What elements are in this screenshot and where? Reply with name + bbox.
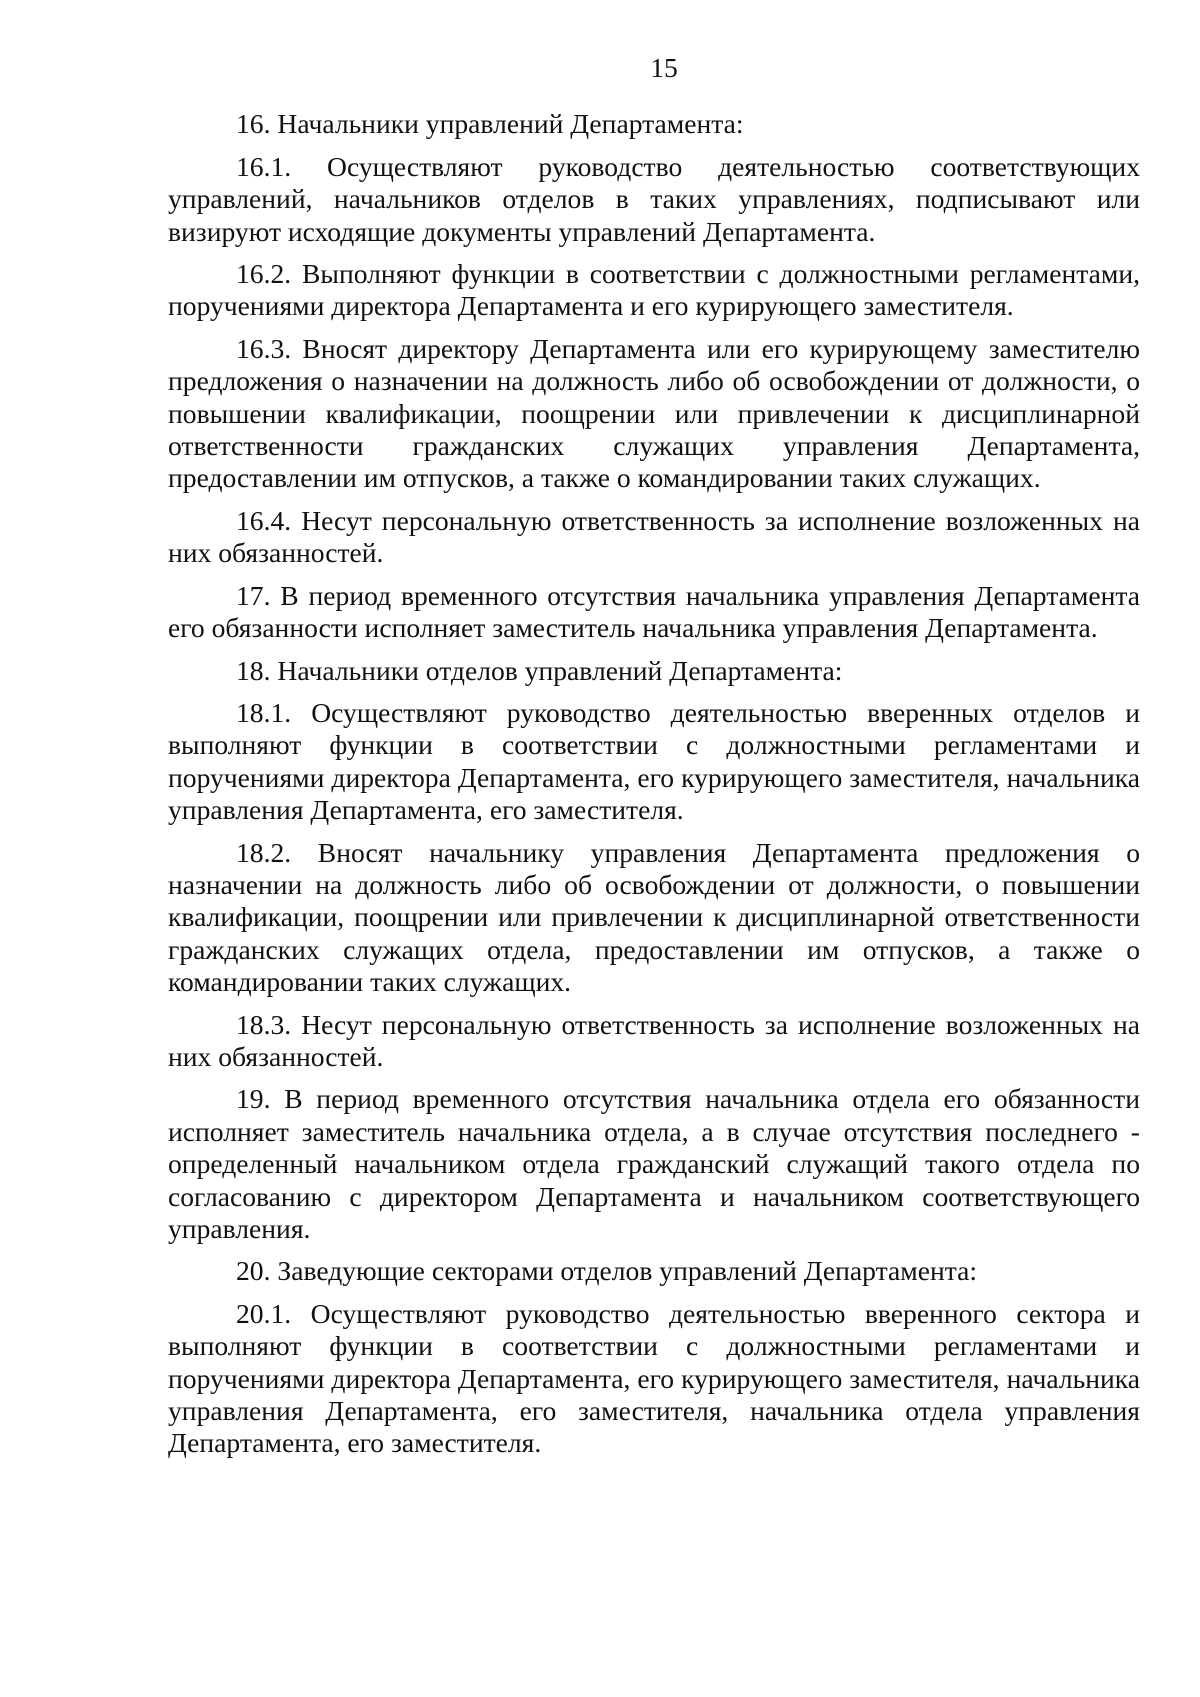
paragraph-18-2: 18.2. Вносят начальнику управления Департамента предложения о назначении на должность либо об освобождении от должности, о повышении квалификации, поощрении или привлечении к дисциплинарной ответственности гражданских служащих отдела, предоставлении им отпусков, а также о командировании таких служащих. (168, 836, 1140, 998)
paragraph-20-1: 20.1. Осуществляют руководство деятельностью вверенного сектора и выполняют функции в соответствии с должностными регламентами и поручениями директора Департамента, его курирующего заместителя, начальника управления Департамента, его заместителя, начальника отдела управления Департамента, его заместителя. (168, 1297, 1140, 1459)
paragraph-17: 17. В период временного отсутствия начальника управления Департамента его обязанности исполняет заместитель начальника управления Департамента. (168, 579, 1140, 644)
paragraph-18-1: 18.1. Осуществляют руководство деятельностью вверенных отделов и выполняют функции в соответствии с должностными регламентами и поручениями директора Департамента, его курирующего заместителя, начальника управления Департамента, его заместителя. (168, 696, 1140, 826)
paragraph-20: 20. Заведующие секторами отделов управлений Департамента: (236, 1255, 978, 1287)
paragraph-16-2: 16.2. Выполняют функции в соответствии с должностными регламентами, поручениями директора Департамента и его курирующего заместителя. (168, 258, 1140, 322)
paragraph-16-3: 16.3. Вносят директору Департамента или его курирующему заместителю предложения о назначении на должность либо об освобождении от должности, о повышении квалификации, поощрении или привлечении к дисциплинарной ответственности гражданских служащих управления Департамента, предоставлении им отпусков, а также о командировании таких служащих. (168, 332, 1140, 494)
paragraph-16-4: 16.4. Несут персональную ответственность за исполнение возложенных на них обязанностей. (168, 504, 1140, 569)
paragraph-18-3: 18.3. Несут персональную ответственность за исполнение возложенных на них обязанностей. (168, 1008, 1140, 1072)
paragraph-18: 18. Начальники отделов управлений Департамента: (236, 654, 843, 686)
paragraph-16: 16. Начальники управлений Департамента: (236, 108, 744, 140)
paragraph-19: 19. В период временного отсутствия начальника отдела его обязанности исполняет заместитель начальника отдела, а в случае отсутствия последнего - определенный начальником отдела гражданский служащий такого отдела по согласованию с директором Департамента и начальником соответствующего управления. (168, 1083, 1140, 1244)
paragraph-16-1: 16.1. Осуществляют руководство деятельностью соответствующих управлений, начальников отделов в таких управлениях, подписывают или визируют исходящие документы управлений Департамента. (168, 150, 1140, 247)
document-page (168, 52, 1140, 1470)
page-number: 15 (650, 52, 678, 83)
